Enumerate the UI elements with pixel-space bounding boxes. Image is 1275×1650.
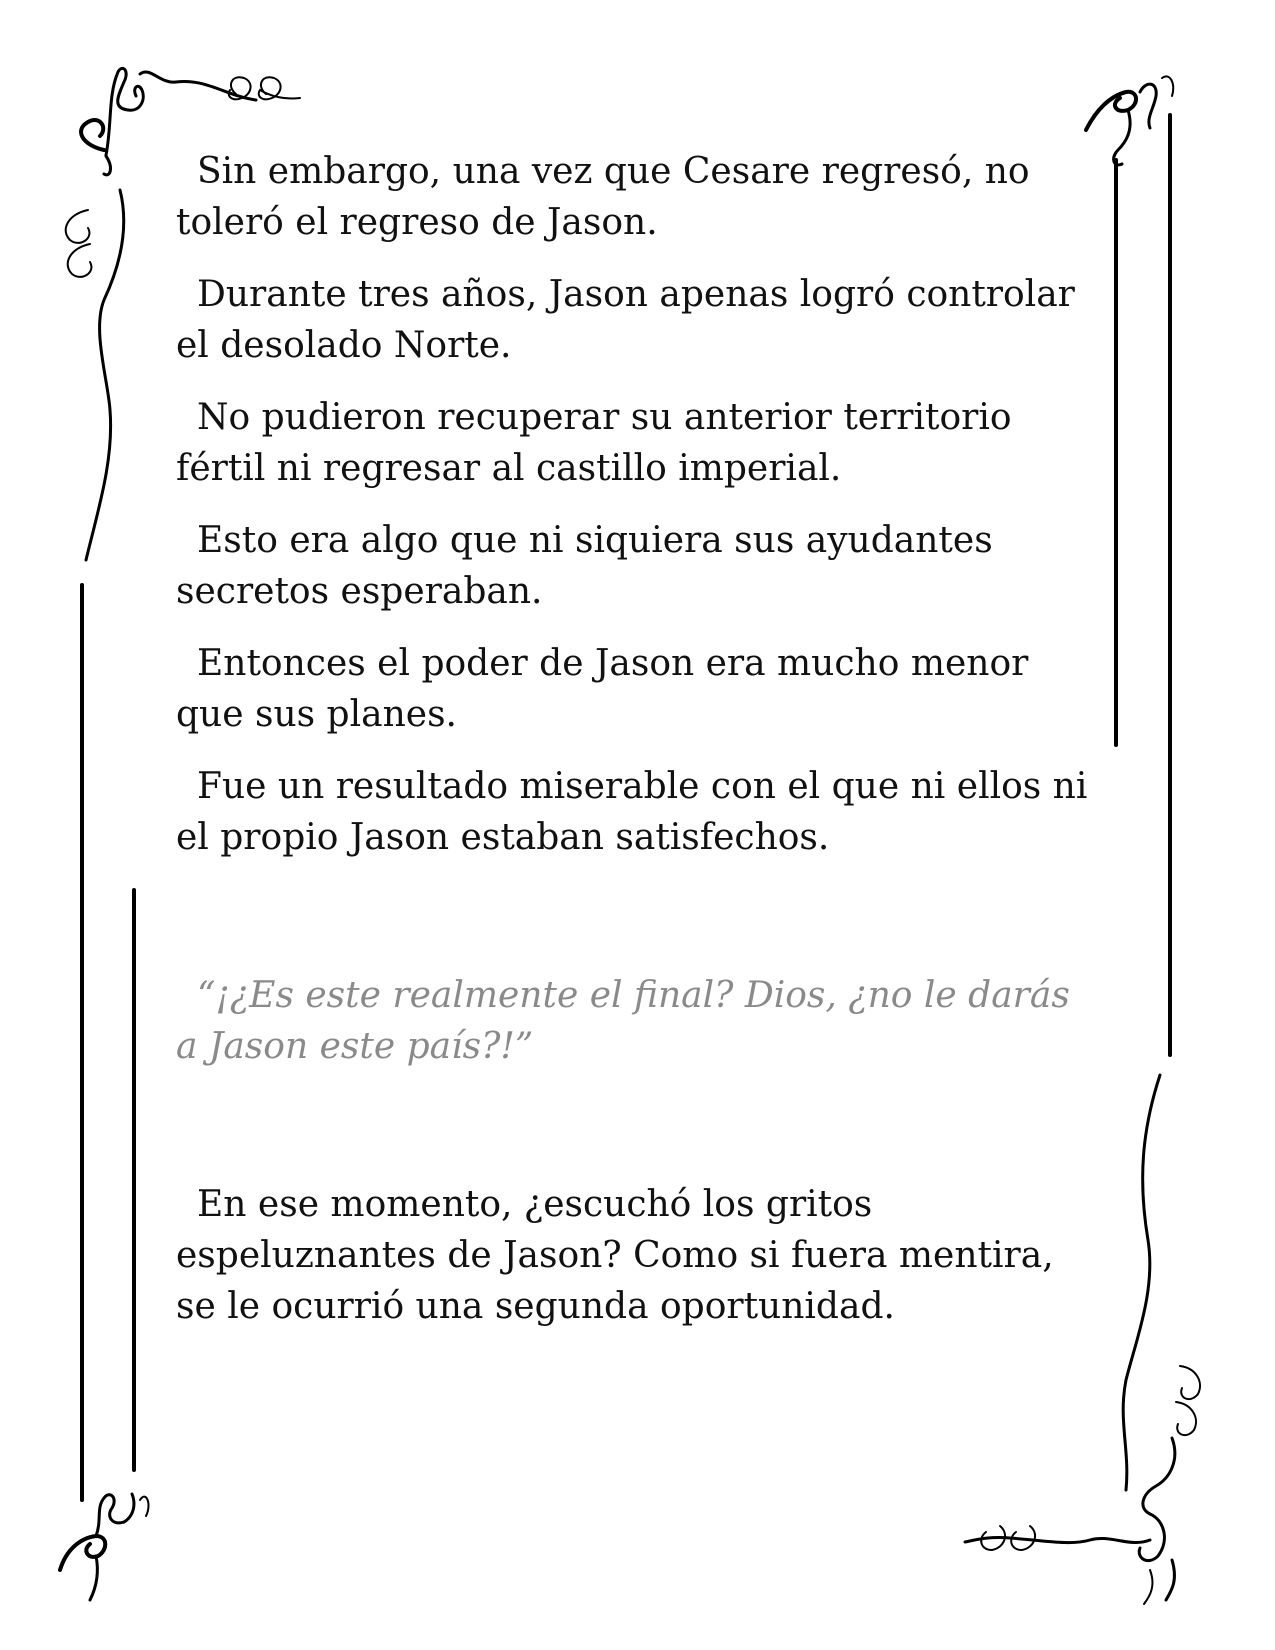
main-text-column xyxy=(176,146,1096,1353)
paragraph-3: No pudieron recuperar su anterior territorio fértil ni regresar al castillo imperial. xyxy=(176,397,1012,489)
paragraph-1: Sin embargo, una vez que Cesare regresó, no toleró el regreso de Jason. xyxy=(176,151,1030,243)
top-right-flourish-icon xyxy=(1086,76,1173,1055)
paragraph-5: Entonces el poder de Jason era mucho menor que sus planes. xyxy=(176,643,1029,735)
quoted-dialogue: “¡¿Es este realmente el final? Dios, ¿no le darás a Jason este país?!” xyxy=(176,975,1070,1067)
paragraph-2: Durante tres años, Jason apenas logró controlar el desolado Norte. xyxy=(176,274,1075,366)
bottom-left-flourish-icon xyxy=(60,1494,148,1600)
paragraph-6: Fue un resultado miserable con el que ni ellos ni el propio Jason estaban satisfechos. xyxy=(176,766,1088,858)
paragraph-4: Esto era algo que ni siquiera sus ayudantes secretos esperaban. xyxy=(176,520,993,612)
closing-paragraph: En ese momento, ¿escuchó los gritos espeluznantes de Jason? Como si fuera mentira, se le ocurrió una segunda oportunidad. xyxy=(176,1184,1054,1327)
